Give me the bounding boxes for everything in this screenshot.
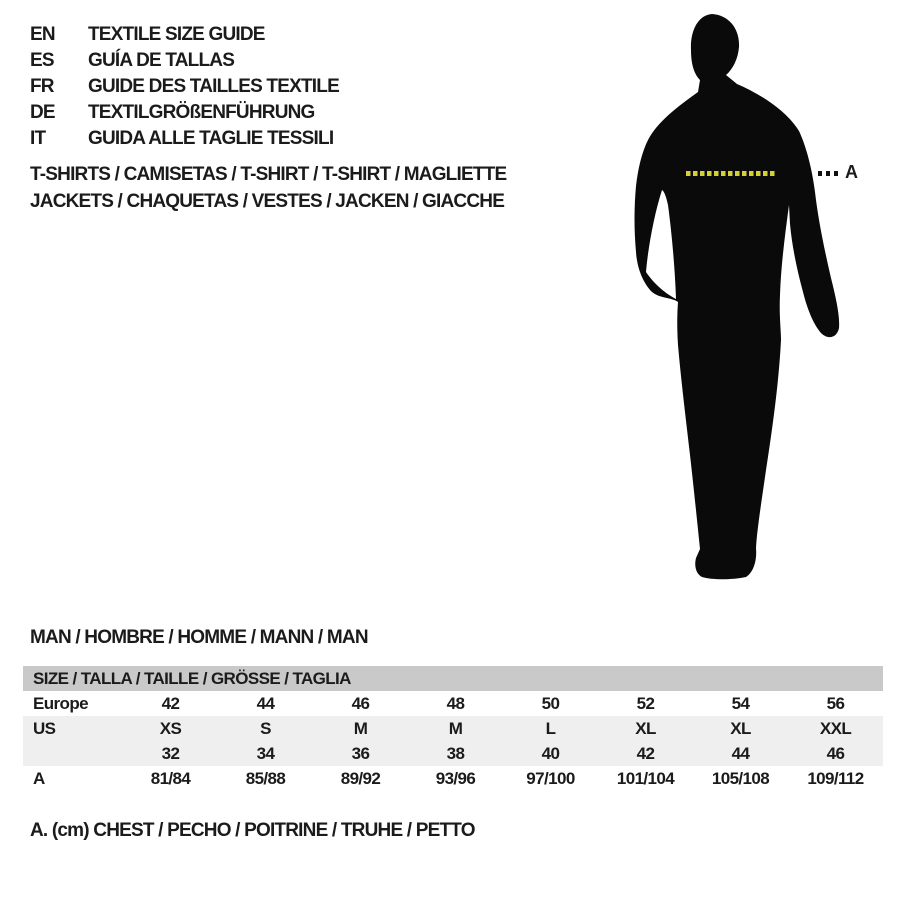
language-label: GUÍA DE TALLAS — [88, 50, 235, 71]
garment-type-line: JACKETS / CHAQUETAS / VESTES / JACKEN / GIACCHE — [30, 191, 505, 212]
chest-measure-line — [686, 171, 777, 176]
garment-type-line: T-SHIRTS / CAMISETAS / T-SHIRT / T-SHIRT / MAGLIETTE — [30, 164, 507, 185]
size-table-row — [23, 691, 883, 716]
size-table-cell: XL — [635, 719, 656, 738]
size-table-cell: XL — [730, 719, 751, 738]
size-table-cell: 46 — [351, 694, 370, 713]
language-row — [30, 126, 339, 152]
size-table-cell: 81/84 — [150, 769, 191, 788]
measure-label: A — [845, 162, 858, 182]
size-table-cell: 105/108 — [711, 769, 770, 788]
size-table-row — [23, 741, 883, 766]
size-table-row — [23, 766, 883, 791]
size-table-cell: 48 — [446, 694, 465, 713]
size-table-cell: 89/92 — [340, 769, 381, 788]
size-table-cell: 40 — [541, 744, 560, 763]
size-table-cell: 52 — [636, 694, 655, 713]
section-title: MAN / HOMBRE / HOMME / MANN / MAN — [30, 627, 368, 648]
size-table-cell: 109/112 — [807, 769, 864, 788]
size-table-cell: XS — [159, 719, 182, 738]
language-label: TEXTILE SIZE GUIDE — [88, 24, 265, 45]
size-table-cell: S — [260, 719, 271, 738]
language-row — [30, 22, 339, 48]
size-table-header: SIZE / TALLA / TAILLE / GRÖSSE / TAGLIA — [23, 666, 883, 691]
size-table-cell: 44 — [731, 744, 750, 763]
size-table-cell: 32 — [161, 744, 180, 763]
size-table-cell: 101/104 — [616, 769, 675, 788]
size-table — [23, 666, 883, 791]
size-table-cell: 85/88 — [245, 769, 286, 788]
size-table-cell: 54 — [731, 694, 750, 713]
size-table-row-label: US — [33, 719, 56, 738]
size-table-cell: 93/96 — [435, 769, 476, 788]
size-table-cell: 50 — [541, 694, 560, 713]
size-table-cell: L — [545, 719, 556, 738]
size-table-row-label — [23, 741, 123, 766]
size-table-cell: 42 — [636, 744, 655, 763]
size-table-cell: 46 — [826, 744, 845, 763]
size-table-cell: 44 — [256, 694, 275, 713]
size-table-row-label: Europe — [33, 694, 88, 713]
size-table-cell: 34 — [256, 744, 275, 763]
footnote: A. (cm) CHEST / PECHO / POITRINE / TRUHE / PETTO — [30, 820, 475, 841]
language-code: IT — [30, 128, 46, 149]
language-code: DE — [30, 102, 55, 123]
size-table-cell: 42 — [161, 694, 180, 713]
language-row — [30, 74, 339, 100]
size-table-cell: 36 — [351, 744, 370, 763]
size-table-row — [23, 716, 883, 741]
language-label: GUIDA ALLE TAGLIE TESSILI — [88, 128, 334, 149]
language-label: GUIDE DES TAILLES TEXTILE — [88, 76, 339, 97]
garment-types — [30, 161, 506, 215]
language-list — [30, 22, 339, 152]
size-table-cell: XXL — [819, 719, 852, 738]
language-code: ES — [30, 50, 54, 71]
size-table-cell: 38 — [446, 744, 465, 763]
size-table-body — [23, 691, 883, 791]
measure-leader-line — [818, 171, 841, 176]
size-table-row-label: A — [33, 769, 45, 788]
language-code: EN — [30, 24, 55, 45]
size-table-cell: M — [448, 719, 463, 738]
size-table-cell: 56 — [826, 694, 845, 713]
language-label: TEXTILGRÖßENFÜHRUNG — [88, 102, 315, 123]
size-table-cell: 97/100 — [526, 769, 575, 788]
size-table-cell: M — [353, 719, 368, 738]
language-row — [30, 48, 339, 74]
language-code: FR — [30, 76, 54, 97]
language-row — [30, 100, 339, 126]
